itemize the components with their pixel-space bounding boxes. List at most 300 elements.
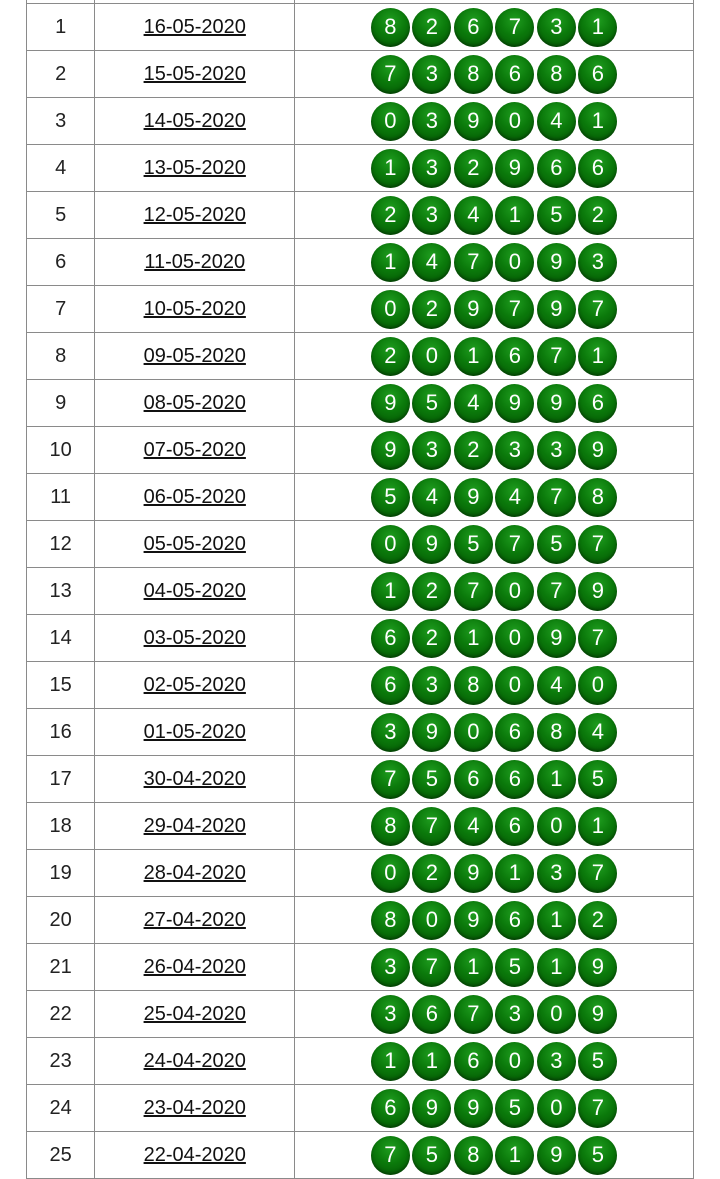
digit-ball: 4: [578, 713, 617, 752]
digit-ball: 2: [454, 431, 493, 470]
table-row: [27, 51, 694, 98]
date-link[interactable]: 12-05-2020: [143, 203, 246, 226]
table-row: [27, 521, 694, 568]
digit-ball: 4: [537, 102, 576, 141]
row-number: 2: [27, 51, 95, 98]
digit-ball: 9: [578, 431, 617, 470]
row-number: 8: [27, 333, 95, 380]
table-row: [27, 850, 694, 897]
digit-ball: 1: [578, 807, 617, 846]
digit-ball: 6: [371, 1089, 410, 1128]
row-number: 19: [27, 850, 95, 897]
digit-ball: 6: [495, 807, 534, 846]
digit-ball: 9: [412, 1089, 451, 1128]
result-digits: [371, 619, 618, 658]
digit-ball: 1: [371, 149, 410, 188]
result-digits: [371, 572, 618, 611]
result-digits-cell: [295, 286, 694, 333]
result-digits-cell: [295, 380, 694, 427]
result-digits-cell: [295, 850, 694, 897]
date-cell: [95, 1038, 295, 1085]
digit-ball: 9: [495, 384, 534, 423]
digit-ball: 0: [495, 1042, 534, 1081]
digit-ball: 1: [537, 948, 576, 987]
digit-ball: 4: [454, 384, 493, 423]
digit-ball: 9: [454, 290, 493, 329]
table-row: [27, 756, 694, 803]
date-link[interactable]: 14-05-2020: [143, 109, 246, 132]
digit-ball: 3: [412, 431, 451, 470]
digit-ball: 6: [454, 1042, 493, 1081]
digit-ball: 2: [578, 901, 617, 940]
table-row: [27, 333, 694, 380]
digit-ball: 5: [454, 525, 493, 564]
digit-ball: 3: [412, 55, 451, 94]
digit-ball: 2: [371, 196, 410, 235]
digit-ball: 8: [454, 55, 493, 94]
digit-ball: 8: [578, 478, 617, 517]
date-cell: [95, 615, 295, 662]
digit-ball: 7: [578, 1089, 617, 1128]
table-row: [27, 474, 694, 521]
date-link[interactable]: 11-05-2020: [144, 250, 246, 273]
digit-ball: 1: [371, 1042, 410, 1081]
digit-ball: 0: [495, 102, 534, 141]
date-link[interactable]: 22-04-2020: [143, 1143, 246, 1166]
digit-ball: 6: [578, 149, 617, 188]
table-row: [27, 98, 694, 145]
row-number: 3: [27, 98, 95, 145]
digit-ball: 0: [371, 290, 410, 329]
row-number: 18: [27, 803, 95, 850]
digit-ball: 8: [371, 807, 410, 846]
date-cell: [95, 897, 295, 944]
digit-ball: 0: [371, 854, 410, 893]
digit-ball: 9: [578, 572, 617, 611]
digit-ball: 5: [495, 948, 534, 987]
digit-ball: 6: [454, 760, 493, 799]
result-digits: [371, 55, 618, 94]
row-number: 24: [27, 1085, 95, 1132]
digit-ball: 7: [578, 290, 617, 329]
digit-ball: 5: [412, 1136, 451, 1175]
result-digits: [371, 243, 618, 282]
results-body: [27, 0, 694, 1179]
date-cell: [95, 98, 295, 145]
digit-ball: 3: [412, 102, 451, 141]
digit-ball: 3: [495, 995, 534, 1034]
date-cell: [95, 51, 295, 98]
digit-ball: 9: [454, 478, 493, 517]
result-digits-cell: [295, 1038, 694, 1085]
digit-ball: 0: [495, 619, 534, 658]
digit-ball: 9: [371, 384, 410, 423]
digit-ball: 0: [495, 572, 534, 611]
digit-ball: 3: [537, 1042, 576, 1081]
row-number: 14: [27, 615, 95, 662]
digit-ball: 7: [495, 525, 534, 564]
row-number: 4: [27, 145, 95, 192]
digit-ball: 6: [412, 995, 451, 1034]
date-cell: [95, 192, 295, 239]
table-row: [27, 662, 694, 709]
digit-ball: 6: [495, 55, 534, 94]
digit-ball: 7: [371, 55, 410, 94]
date-link[interactable]: 10-05-2020: [143, 297, 246, 320]
date-cell: [95, 521, 295, 568]
result-digits: [371, 948, 618, 987]
digit-ball: 0: [371, 525, 410, 564]
result-digits: [371, 666, 618, 705]
digit-ball: 7: [537, 572, 576, 611]
digit-ball: 9: [495, 149, 534, 188]
date-link[interactable]: 28-04-2020: [143, 861, 246, 884]
table-row: [27, 944, 694, 991]
date-link[interactable]: 23-04-2020: [143, 1096, 246, 1119]
result-digits-cell: [295, 239, 694, 286]
result-digits-cell: [295, 662, 694, 709]
digit-ball: 3: [537, 854, 576, 893]
result-digits-cell: [295, 98, 694, 145]
digit-ball: 6: [495, 760, 534, 799]
digit-ball: 3: [371, 948, 410, 987]
table-row: [27, 1085, 694, 1132]
digit-ball: 9: [537, 290, 576, 329]
result-digits-cell: [295, 709, 694, 756]
result-digits: [371, 525, 618, 564]
date-cell: [95, 850, 295, 897]
digit-ball: 3: [537, 8, 576, 47]
digit-ball: 9: [578, 948, 617, 987]
row-number: 7: [27, 286, 95, 333]
date-cell: [95, 991, 295, 1038]
date-link[interactable]: 16-05-2020: [143, 15, 246, 38]
date-cell: [95, 333, 295, 380]
row-number: 21: [27, 944, 95, 991]
date-cell: [95, 1132, 295, 1179]
result-digits: [371, 290, 618, 329]
result-digits: [371, 1089, 618, 1128]
digit-ball: 2: [371, 337, 410, 376]
digit-ball: 7: [537, 478, 576, 517]
digit-ball: 1: [454, 337, 493, 376]
result-digits: [371, 102, 618, 141]
digit-ball: 6: [371, 666, 410, 705]
digit-ball: 3: [371, 995, 410, 1034]
digit-ball: 6: [454, 8, 493, 47]
digit-ball: 6: [495, 713, 534, 752]
result-digits-cell: [295, 521, 694, 568]
digit-ball: 3: [578, 243, 617, 282]
row-number: 11: [27, 474, 95, 521]
digit-ball: 9: [454, 901, 493, 940]
digit-ball: 8: [537, 713, 576, 752]
digit-ball: 7: [371, 1136, 410, 1175]
table-row: [27, 1038, 694, 1085]
result-digits: [371, 995, 618, 1034]
digit-ball: 0: [537, 1089, 576, 1128]
result-digits: [371, 196, 618, 235]
digit-ball: 2: [412, 572, 451, 611]
date-cell: [95, 803, 295, 850]
digit-ball: 7: [495, 290, 534, 329]
digit-ball: 5: [578, 760, 617, 799]
date-link[interactable]: 29-04-2020: [143, 814, 246, 837]
digit-ball: 9: [537, 243, 576, 282]
digit-ball: 4: [412, 478, 451, 517]
digit-ball: 2: [578, 196, 617, 235]
digit-ball: 6: [578, 55, 617, 94]
digit-ball: 0: [454, 713, 493, 752]
table-row: [27, 239, 694, 286]
date-cell: [95, 756, 295, 803]
date-link[interactable]: 07-05-2020: [143, 438, 246, 461]
digit-ball: 4: [495, 478, 534, 517]
digit-ball: 5: [537, 196, 576, 235]
digit-ball: 2: [454, 149, 493, 188]
result-digits-cell: [295, 756, 694, 803]
digit-ball: 0: [495, 666, 534, 705]
result-digits-cell: [295, 991, 694, 1038]
digit-ball: 9: [371, 431, 410, 470]
row-number: 25: [27, 1132, 95, 1179]
result-digits: [371, 854, 618, 893]
date-link[interactable]: 02-05-2020: [143, 673, 246, 696]
digit-ball: 6: [578, 384, 617, 423]
results-table: [26, 0, 694, 1179]
table-row: [27, 709, 694, 756]
digit-ball: 3: [495, 431, 534, 470]
date-link[interactable]: 03-05-2020: [143, 626, 246, 649]
result-digits-cell: [295, 192, 694, 239]
result-digits-cell: [295, 615, 694, 662]
table-row: [27, 568, 694, 615]
digit-ball: 9: [454, 102, 493, 141]
digit-ball: 3: [412, 149, 451, 188]
digit-ball: 9: [578, 995, 617, 1034]
date-cell: [95, 4, 295, 51]
digit-ball: 0: [371, 102, 410, 141]
result-digits: [371, 431, 618, 470]
digit-ball: 5: [537, 525, 576, 564]
digit-ball: 1: [495, 854, 534, 893]
date-cell: [95, 474, 295, 521]
digit-ball: 0: [412, 901, 451, 940]
digit-ball: 5: [578, 1042, 617, 1081]
digit-ball: 7: [537, 337, 576, 376]
date-cell: [95, 662, 295, 709]
table-row: [27, 427, 694, 474]
digit-ball: 9: [537, 384, 576, 423]
date-link[interactable]: 30-04-2020: [143, 767, 246, 790]
date-link[interactable]: 13-05-2020: [143, 156, 246, 179]
result-digits: [371, 901, 618, 940]
row-number: 9: [27, 380, 95, 427]
result-digits-cell: [295, 944, 694, 991]
result-digits: [371, 760, 618, 799]
result-digits: [371, 807, 618, 846]
digit-ball: 1: [371, 243, 410, 282]
result-digits-cell: [295, 568, 694, 615]
digit-ball: 6: [371, 619, 410, 658]
digit-ball: 0: [537, 807, 576, 846]
digit-ball: 1: [578, 8, 617, 47]
digit-ball: 9: [412, 525, 451, 564]
digit-ball: 4: [454, 807, 493, 846]
digit-ball: 1: [371, 572, 410, 611]
row-number: 22: [27, 991, 95, 1038]
table-row: [27, 897, 694, 944]
digit-ball: 6: [495, 337, 534, 376]
date-link[interactable]: 24-04-2020: [143, 1049, 246, 1072]
digit-ball: 2: [412, 619, 451, 658]
date-cell: [95, 145, 295, 192]
digit-ball: 8: [371, 901, 410, 940]
digit-ball: 1: [412, 1042, 451, 1081]
result-digits-cell: [295, 1132, 694, 1179]
digit-ball: 8: [371, 8, 410, 47]
digit-ball: 7: [454, 995, 493, 1034]
digit-ball: 1: [578, 337, 617, 376]
row-number: 1: [27, 4, 95, 51]
table-row: [27, 192, 694, 239]
date-cell: [95, 239, 295, 286]
digit-ball: 9: [537, 1136, 576, 1175]
date-cell: [95, 709, 295, 756]
row-number: 5: [27, 192, 95, 239]
date-cell: [95, 286, 295, 333]
digit-ball: 3: [412, 666, 451, 705]
result-digits: [371, 478, 618, 517]
digit-ball: 9: [454, 854, 493, 893]
date-cell: [95, 568, 295, 615]
digit-ball: 1: [578, 102, 617, 141]
row-number: 12: [27, 521, 95, 568]
digit-ball: 5: [495, 1089, 534, 1128]
row-number: 15: [27, 662, 95, 709]
digit-ball: 7: [495, 8, 534, 47]
digit-ball: 7: [371, 760, 410, 799]
digit-ball: 1: [537, 760, 576, 799]
result-digits-cell: [295, 897, 694, 944]
result-digits: [371, 713, 618, 752]
date-link[interactable]: 01-05-2020: [143, 720, 246, 743]
digit-ball: 4: [537, 666, 576, 705]
digit-ball: 3: [412, 196, 451, 235]
date-link[interactable]: 05-05-2020: [143, 532, 246, 555]
digit-ball: 5: [412, 384, 451, 423]
date-link[interactable]: 04-05-2020: [143, 579, 246, 602]
digit-ball: 7: [412, 807, 451, 846]
date-cell: [95, 1085, 295, 1132]
digit-ball: 6: [537, 149, 576, 188]
digit-ball: 0: [412, 337, 451, 376]
table-row: [27, 4, 694, 51]
digit-ball: 5: [371, 478, 410, 517]
digit-ball: 5: [412, 760, 451, 799]
result-digits: [371, 149, 618, 188]
digit-ball: 7: [454, 572, 493, 611]
digit-ball: 7: [578, 619, 617, 658]
digit-ball: 5: [578, 1136, 617, 1175]
date-cell: [95, 380, 295, 427]
digit-ball: 0: [537, 995, 576, 1034]
digit-ball: 0: [495, 243, 534, 282]
digit-ball: 4: [412, 243, 451, 282]
result-digits-cell: [295, 803, 694, 850]
date-link[interactable]: 09-05-2020: [143, 344, 246, 367]
digit-ball: 8: [454, 1136, 493, 1175]
digit-ball: 0: [578, 666, 617, 705]
digit-ball: 3: [371, 713, 410, 752]
date-cell: [95, 944, 295, 991]
digit-ball: 6: [495, 901, 534, 940]
row-number: 10: [27, 427, 95, 474]
row-number: 20: [27, 897, 95, 944]
result-digits-cell: [295, 51, 694, 98]
digit-ball: 2: [412, 290, 451, 329]
digit-ball: 1: [495, 1136, 534, 1175]
result-digits: [371, 384, 618, 423]
result-digits: [371, 1042, 618, 1081]
table-row: [27, 145, 694, 192]
row-number: 16: [27, 709, 95, 756]
table-row: [27, 286, 694, 333]
table-row: [27, 380, 694, 427]
table-row: [27, 991, 694, 1038]
digit-ball: 7: [412, 948, 451, 987]
result-digits-cell: [295, 427, 694, 474]
table-row: [27, 615, 694, 662]
digit-ball: 1: [537, 901, 576, 940]
digit-ball: 8: [454, 666, 493, 705]
date-link[interactable]: 08-05-2020: [143, 391, 246, 414]
result-digits-cell: [295, 4, 694, 51]
digit-ball: 1: [454, 948, 493, 987]
digit-ball: 9: [537, 619, 576, 658]
result-digits-cell: [295, 145, 694, 192]
table-row: [27, 1132, 694, 1179]
date-link[interactable]: 27-04-2020: [143, 908, 246, 931]
digit-ball: 7: [454, 243, 493, 282]
row-number: 13: [27, 568, 95, 615]
table-row: [27, 803, 694, 850]
digit-ball: 1: [495, 196, 534, 235]
digit-ball: 7: [578, 525, 617, 564]
row-number: 17: [27, 756, 95, 803]
result-digits-cell: [295, 474, 694, 521]
result-digits: [371, 337, 618, 376]
date-link[interactable]: 25-04-2020: [143, 1002, 246, 1025]
digit-ball: 9: [454, 1089, 493, 1128]
digit-ball: 7: [578, 854, 617, 893]
row-number: 6: [27, 239, 95, 286]
result-digits: [371, 1136, 618, 1175]
digit-ball: 8: [537, 55, 576, 94]
digit-ball: 2: [412, 854, 451, 893]
date-link[interactable]: 06-05-2020: [143, 485, 246, 508]
date-link[interactable]: 15-05-2020: [143, 62, 246, 85]
digit-ball: 1: [454, 619, 493, 658]
date-cell: [95, 427, 295, 474]
result-digits-cell: [295, 1085, 694, 1132]
digit-ball: 9: [412, 713, 451, 752]
digit-ball: 4: [454, 196, 493, 235]
result-digits: [371, 8, 618, 47]
row-number: 23: [27, 1038, 95, 1085]
digit-ball: 3: [537, 431, 576, 470]
date-link[interactable]: 26-04-2020: [143, 955, 246, 978]
